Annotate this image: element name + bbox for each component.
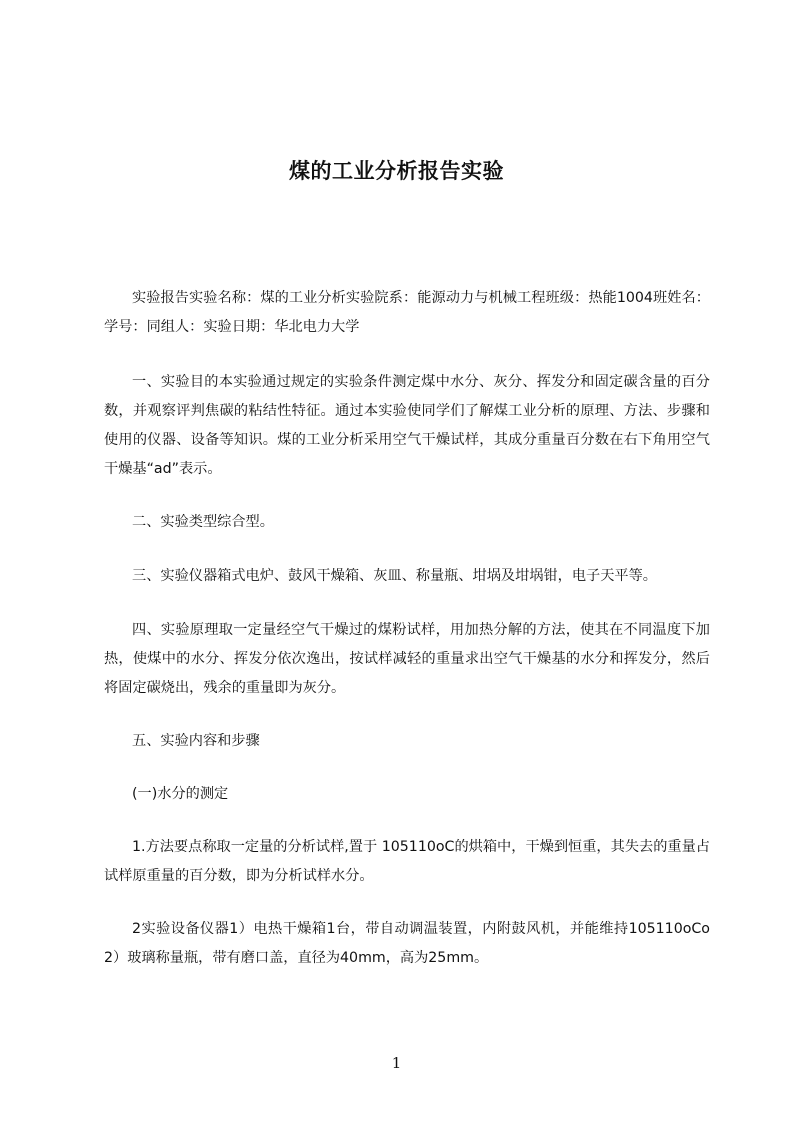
document-body xyxy=(104,284,710,973)
experiment-purpose-paragraph: 一、实验目的本实验通过规定的实验条件测定煤中水分、灰分、挥发分和固定碳含量的百分数，并观察评判焦碳的粘结性特征。通过本实验使同学们了解煤工业分析的原理、方法、步骤和使用的仪器、设备等知识。煤的工业分析采用空气干燥试样，其成分重量百分数在右下角用空气干燥基“ad”表示。 xyxy=(104,374,710,477)
experiment-principle-paragraph: 四、实验原理取一定量经空气干燥过的煤粉试样，用加热分解的方法，使其在不同温度下加热，使煤中的水分、挥发分依次逸出，按试样减轻的重量求出空气干燥基的水分和挥发分，然后将固定碳烧出，残余的重量即为灰分。 xyxy=(104,622,710,696)
experiment-type-paragraph: 二、实验类型综合型。 xyxy=(132,514,274,530)
method-summary-paragraph: 1.方法要点称取一定量的分析试样,置于 105110oC的烘箱中，干燥到恒重，其失去的重量占试样原重量的百分数，即为分析试样水分。 xyxy=(104,839,710,884)
document-title: 煤的工业分析报告实验 xyxy=(289,159,504,184)
moisture-measurement-heading: (一)水分的测定 xyxy=(132,786,229,802)
report-info-paragraph: 实验报告实验名称：煤的工业分析实验院系：能源动力与机械工程班级：热能1004班姓名：学号：同组人：实验日期：华北电力大学 xyxy=(104,290,710,335)
experiment-instruments-paragraph: 三、实验仪器箱式电炉、鼓风干燥箱、灰皿、称量瓶、坩埚及坩埚钳，电子天平等。 xyxy=(132,568,657,584)
experiment-content-heading: 五、实验内容和步骤 xyxy=(132,733,260,749)
equipment-paragraph: 2实验设备仪器1）电热干燥箱1台，带自动调温装置，内附鼓风机，并能维持105110oCo2）玻璃称量瓶，带有磨口盖，直径为40mm，高为25mm。 xyxy=(104,921,710,966)
page-number: 1 xyxy=(391,1054,402,1072)
